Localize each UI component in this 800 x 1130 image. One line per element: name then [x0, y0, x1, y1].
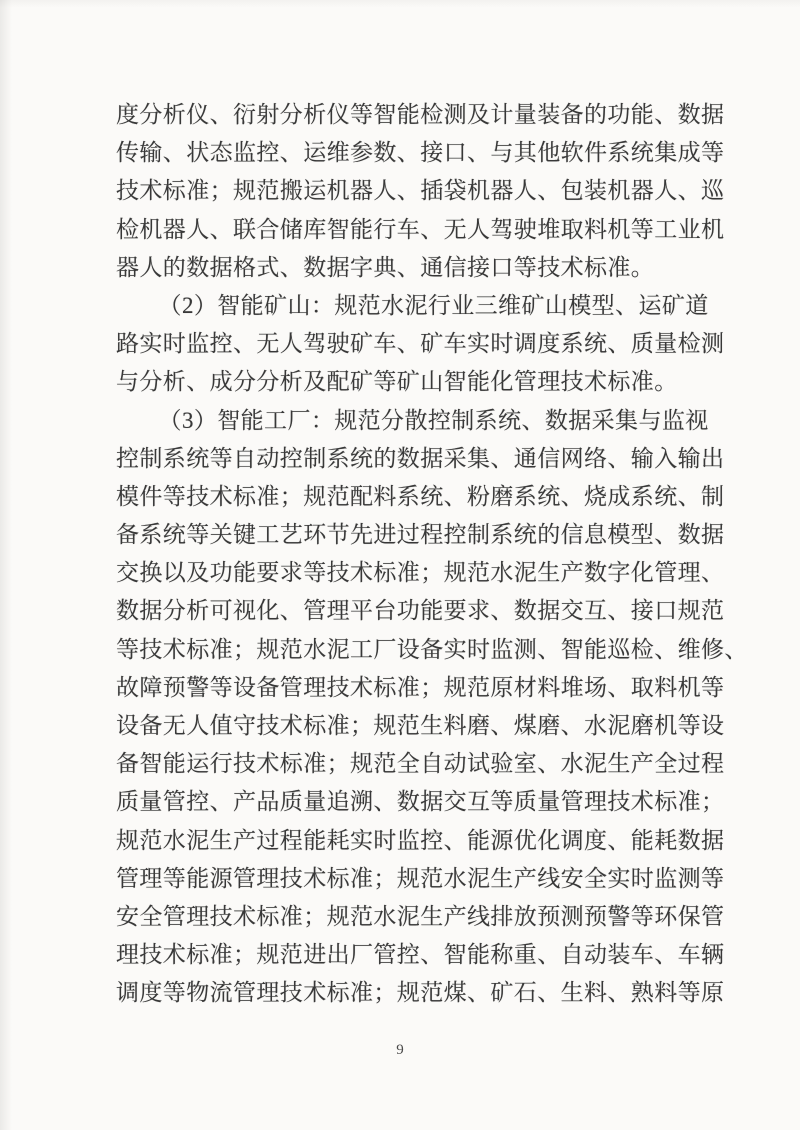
scan-edge-shadow-top [0, 0, 800, 8]
scan-edge-shadow [0, 0, 12, 1130]
text-line: 故障预警等设备管理技术标准；规范原材料堆场、取料机等 [116, 674, 725, 700]
text-line: （2）智能矿山：规范水泥行业三维矿山模型、运矿道 [158, 292, 709, 318]
text-line: 调度等物流管理技术标准；规范煤、矿石、生料、熟料等原 [116, 980, 725, 1006]
text-line: 路实时监控、无人驾驶矿车、矿车实时调度系统、质量检测 [116, 331, 725, 357]
text-line: 检机器人、联合储库智能行车、无人驾驶堆取料机等工业机 [116, 216, 725, 242]
text-line: 质量管控、产品质量追溯、数据交互等质量管理技术标准； [116, 789, 725, 815]
text-line: 备智能运行技术标准；规范全自动试验室、水泥生产全过程 [116, 751, 725, 777]
text-line: 数据分析可视化、管理平台功能要求、数据交互、接口规范 [116, 598, 725, 624]
text-line: 技术标准；规范搬运机器人、插袋机器人、包装机器人、巡 [116, 178, 725, 204]
text-line: （3）智能工厂：规范分散控制系统、数据采集与监视 [158, 407, 709, 433]
text-line: 传输、状态监控、运维参数、接口、与其他软件系统集成等 [116, 140, 725, 166]
text-line: 设备无人值守技术标准；规范生料磨、煤磨、水泥磨机等设 [116, 713, 725, 738]
text-line: 模件等技术标准；规范配料系统、粉磨系统、烧成系统、制 [116, 483, 725, 509]
text-line: 规范水泥生产过程能耗实时监控、能源优化调度、能耗数据 [116, 827, 725, 853]
text-line: 管理等能源管理技术标准；规范水泥生产线安全实时监测等 [116, 865, 725, 891]
page-number: 9 [396, 1042, 404, 1058]
text-line: 理技术标准；规范进出厂管控、智能称重、自动装车、车辆 [116, 942, 725, 968]
text-column [116, 96, 748, 1013]
text-line: 交换以及功能要求等技术标准；规范水泥生产数字化管理、 [116, 560, 725, 586]
text-line: 度分析仪、衍射分析仪等智能检测及计量装备的功能、数据 [116, 102, 725, 127]
text-line: 与分析、成分分析及配矿等矿山智能化管理技术标准。 [116, 369, 678, 395]
text-line: 安全管理技术标准；规范水泥生产线排放预测预警等环保管 [116, 903, 725, 929]
text-line: 控制系统等自动控制系统的数据采集、通信网络、输入输出 [116, 445, 725, 471]
text-line: 等技术标准；规范水泥工厂设备实时监测、智能巡检、维修、 [116, 636, 748, 662]
text-line: 器人的数据格式、数据字典、通信接口等技术标准。 [116, 254, 655, 280]
text-line: 备系统等关键工艺环节先进过程控制系统的信息模型、数据 [116, 522, 725, 548]
